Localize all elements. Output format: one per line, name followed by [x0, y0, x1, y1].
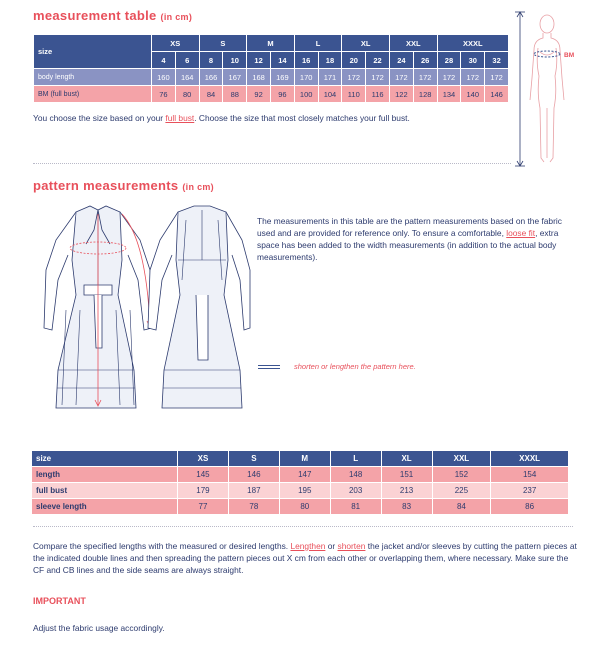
cell: 134 — [437, 86, 461, 103]
cell: 80 — [175, 86, 199, 103]
cell: 80 — [279, 499, 330, 515]
cell: 151 — [381, 467, 432, 483]
cell: 86 — [491, 499, 569, 515]
cell: 147 — [279, 467, 330, 483]
cell: 213 — [381, 483, 432, 499]
cell: 171 — [318, 69, 342, 86]
cell: 160 — [152, 69, 176, 86]
cell: 168 — [247, 69, 271, 86]
full-bust-row — [34, 86, 509, 103]
cell: 96 — [270, 86, 294, 103]
bm-label: BM — [564, 52, 575, 59]
size-num: 28 — [437, 52, 461, 69]
cell: 83 — [381, 499, 432, 515]
shorten-link[interactable]: shorten — [337, 541, 366, 551]
row-label: body length — [34, 69, 152, 86]
row-label: full bust — [32, 483, 178, 499]
cell: 195 — [279, 483, 330, 499]
cell: 77 — [178, 499, 229, 515]
size-group-row — [34, 35, 509, 52]
full-bust-pattern-row — [32, 483, 569, 499]
cell: 172 — [389, 69, 413, 86]
cell: 172 — [413, 69, 437, 86]
cell: 122 — [389, 86, 413, 103]
group-s: S — [199, 35, 247, 52]
size-header: size — [34, 35, 152, 69]
cell: 92 — [247, 86, 271, 103]
cell: 140 — [461, 86, 485, 103]
size-num: 10 — [223, 52, 247, 69]
size-col: XS — [178, 451, 229, 467]
shorten-note: shorten or lengthen the pattern here. — [294, 362, 416, 371]
cell: 81 — [330, 499, 381, 515]
pattern-description: The measurements in this table are the pattern measurements based on the fabric used and are provided for reference only. To ensure a comfortable, loose fit, extra space has been added to the width measurements (in addition to the actual body measurements). — [257, 216, 562, 262]
cell: 172 — [461, 69, 485, 86]
adjust-note: Adjust the fabric usage accordingly. — [33, 623, 165, 633]
size-num: 4 — [152, 52, 176, 69]
size-col: XL — [381, 451, 432, 467]
size-col: S — [228, 451, 279, 467]
cell: 187 — [228, 483, 279, 499]
size-num: 24 — [389, 52, 413, 69]
measurement-table-title: measurement table (in cm) — [33, 8, 193, 23]
height-arrow — [515, 12, 525, 166]
cell: 146 — [485, 86, 509, 103]
cell: 154 — [491, 467, 569, 483]
cell: 84 — [199, 86, 223, 103]
length-row — [32, 467, 569, 483]
cell: 172 — [437, 69, 461, 86]
size-num: 18 — [318, 52, 342, 69]
size-header: size — [32, 451, 178, 467]
size-col: L — [330, 451, 381, 467]
body-length-row — [34, 69, 509, 86]
dress-back — [148, 206, 250, 408]
size-col: M — [279, 451, 330, 467]
size-num: 14 — [270, 52, 294, 69]
size-num: 12 — [247, 52, 271, 69]
cell: 145 — [178, 467, 229, 483]
cell: 152 — [432, 467, 491, 483]
size-num: 26 — [413, 52, 437, 69]
size-num: 6 — [175, 52, 199, 69]
group-xxxl: XXXL — [437, 35, 508, 52]
size-col: XXXL — [491, 451, 569, 467]
cell: 76 — [152, 86, 176, 103]
size-num: 32 — [485, 52, 509, 69]
cell: 164 — [175, 69, 199, 86]
cell: 148 — [330, 467, 381, 483]
divider — [33, 163, 511, 164]
instructions-text: Compare the specified lengths with the measured or desired lengths. Lengthen or shorten the jacket and/or sleeves by cutting the pattern pieces at the indicated double lines and then spreading the pattern pieces out X cm from each other or overlapping them, where necessary. Make sure the CF and CB lines and the side seams are always straight. — [33, 541, 577, 575]
cell: 110 — [342, 86, 366, 103]
full-bust-link[interactable]: full bust — [165, 113, 195, 123]
pattern-table — [31, 450, 569, 515]
cell: 116 — [366, 86, 390, 103]
row-label: sleeve length — [32, 499, 178, 515]
dress-illustration — [36, 200, 251, 418]
cell: 203 — [330, 483, 381, 499]
cell: 237 — [491, 483, 569, 499]
body-figure-illustration — [510, 8, 580, 170]
cell: 146 — [228, 467, 279, 483]
cell: 166 — [199, 69, 223, 86]
cell: 225 — [432, 483, 491, 499]
size-num: 16 — [294, 52, 318, 69]
cell: 88 — [223, 86, 247, 103]
size-num: 8 — [199, 52, 223, 69]
size-col: XXL — [432, 451, 491, 467]
cell: 128 — [413, 86, 437, 103]
loose-fit-link[interactable]: loose fit — [506, 228, 536, 238]
group-xl: XL — [342, 35, 390, 52]
body-outline — [530, 15, 564, 162]
size-chart-table — [33, 34, 509, 103]
size-num: 20 — [342, 52, 366, 69]
row-label: BM (full bust) — [34, 86, 152, 103]
cell: 172 — [342, 69, 366, 86]
cell: 179 — [178, 483, 229, 499]
size-num: 30 — [461, 52, 485, 69]
group-m: M — [247, 35, 295, 52]
pattern-title: pattern measurements (in cm) — [33, 178, 214, 193]
pattern-header-row — [32, 451, 569, 467]
cell: 172 — [366, 69, 390, 86]
group-xxl: XXL — [389, 35, 437, 52]
lengthen-link[interactable]: Lengthen — [290, 541, 326, 551]
double-line-icon — [258, 365, 280, 369]
cell: 169 — [270, 69, 294, 86]
row-label: length — [32, 467, 178, 483]
size-note: You choose the size based on your full bust. Choose the size that most closely matches your full bust. — [33, 113, 410, 123]
cell: 172 — [485, 69, 509, 86]
group-xs: XS — [152, 35, 200, 52]
cell: 84 — [432, 499, 491, 515]
group-l: L — [294, 35, 342, 52]
cell: 78 — [228, 499, 279, 515]
size-num: 22 — [366, 52, 390, 69]
important-heading: IMPORTANT — [33, 596, 86, 606]
cell: 170 — [294, 69, 318, 86]
divider — [33, 526, 573, 527]
sleeve-length-row — [32, 499, 569, 515]
cell: 100 — [294, 86, 318, 103]
bust-measure-line — [534, 51, 560, 57]
cell: 104 — [318, 86, 342, 103]
cell: 167 — [223, 69, 247, 86]
